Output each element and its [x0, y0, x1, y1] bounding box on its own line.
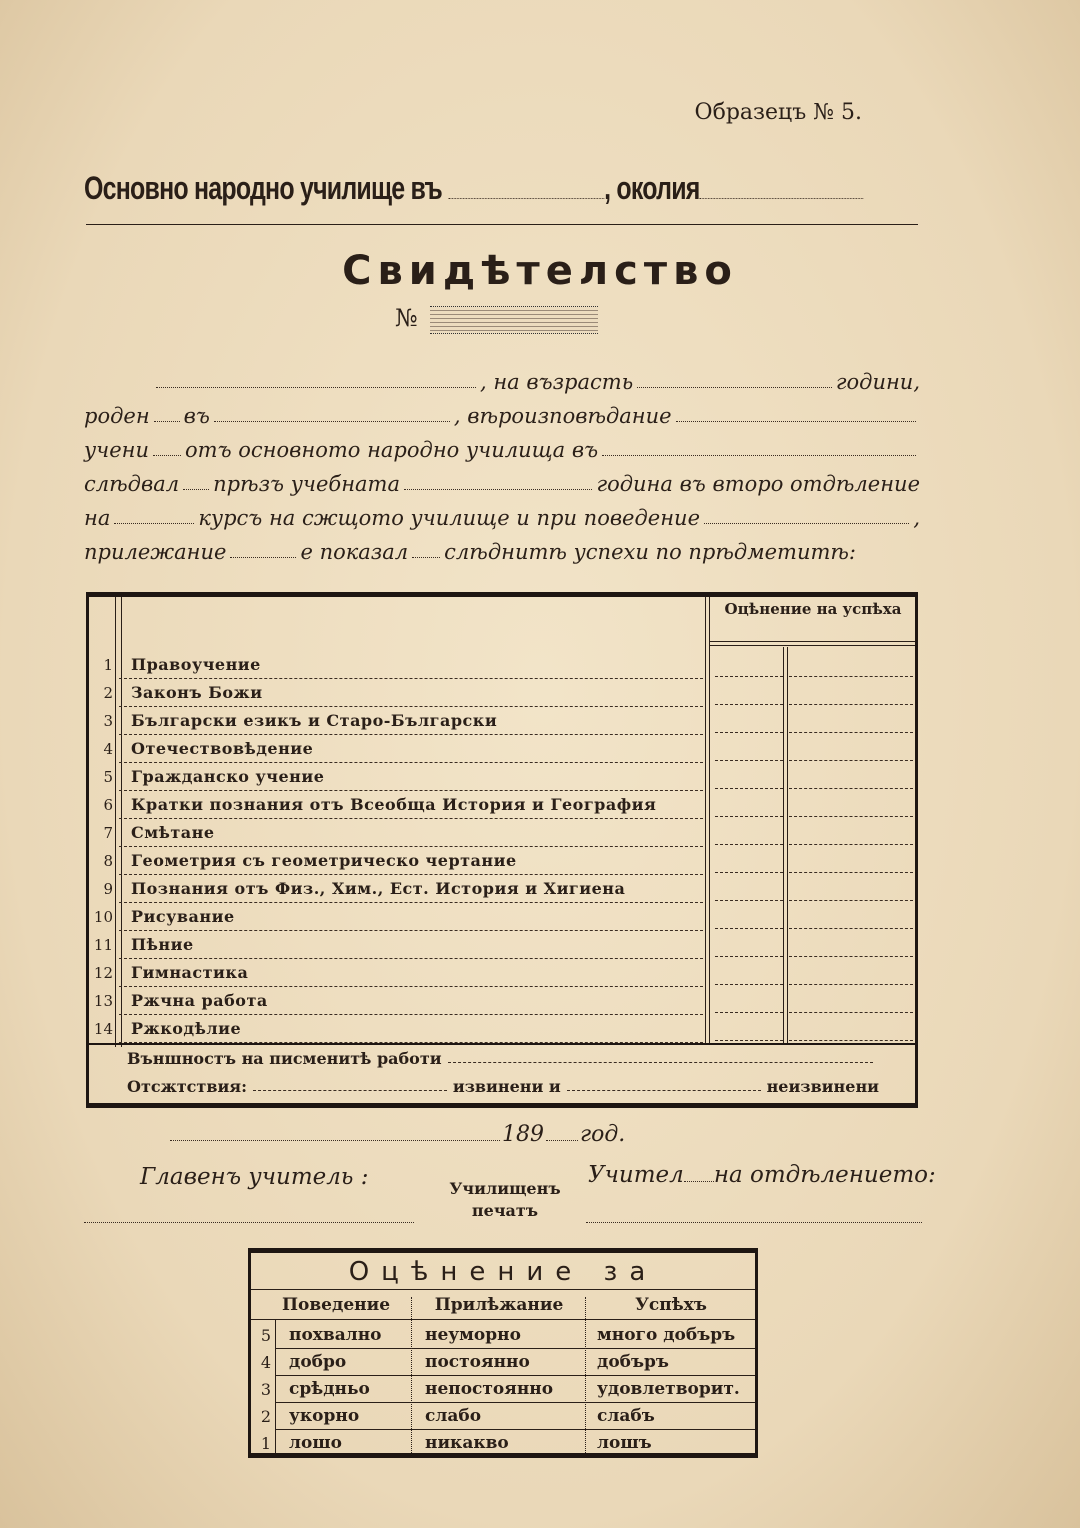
year-label: 189 [502, 1122, 544, 1147]
showed-suffix-field[interactable] [412, 557, 440, 558]
religion-label: , вѣроизповѣдание [453, 404, 672, 428]
grade-cell-1[interactable] [715, 956, 783, 957]
body-line-1 [84, 360, 920, 394]
grade-cell-1[interactable] [715, 788, 783, 789]
year-phrase: година въ второ отдѣление [596, 472, 920, 496]
during-label: прѣзъ учебната [213, 472, 400, 496]
body-line-3 [84, 428, 920, 462]
pupil-label: учени [84, 438, 150, 462]
grading-behavior: похвално [289, 1325, 382, 1345]
body-line-2 [84, 394, 920, 428]
born-suffix-field[interactable] [154, 421, 180, 422]
subject-number: 13 [93, 992, 113, 1010]
subject-name: Български езикъ и Старо-Български [131, 711, 498, 730]
class-teacher-signature[interactable] [586, 1222, 922, 1223]
pupil-suffix-field[interactable] [153, 455, 181, 456]
subjects-table [86, 592, 918, 1108]
subject-number: 11 [93, 936, 113, 954]
subject-number: 8 [103, 852, 113, 870]
grade-cell-2[interactable] [789, 1012, 913, 1013]
subject-row [89, 1015, 915, 1043]
subject-number: 10 [93, 908, 113, 926]
attended-suffix-field[interactable] [183, 489, 209, 490]
date-field[interactable] [170, 1140, 500, 1141]
grading-behavior: добро [289, 1352, 347, 1372]
grading-diligence: непостоянно [425, 1379, 554, 1399]
subject-number: 5 [103, 768, 113, 786]
attended-label: слѣдвал [84, 472, 180, 496]
grading-row [251, 1429, 755, 1457]
school-stamp-label: Училищенъ печатъ [449, 1179, 561, 1220]
grading-row [251, 1375, 755, 1403]
grading-success: много добъръ [597, 1325, 736, 1345]
document-title: Свидѣтелство [342, 248, 738, 294]
subject-number: 9 [103, 880, 113, 898]
subject-number: 7 [103, 824, 113, 842]
grade-cell-2[interactable] [789, 844, 913, 845]
grading-diligence: постоянно [425, 1352, 530, 1372]
subject-row [89, 763, 915, 791]
grade-cell-1[interactable] [715, 816, 783, 817]
grade-cell-1[interactable] [715, 844, 783, 845]
subject-row [89, 735, 915, 763]
grading-score: 1 [260, 1434, 271, 1453]
subject-name: Геометрия съ геометрическо чертание [131, 851, 517, 870]
grading-success: лошъ [597, 1433, 652, 1453]
grade-cell-2[interactable] [789, 1040, 913, 1041]
subject-number: 12 [93, 964, 113, 982]
school-name-field[interactable] [602, 455, 916, 456]
subject-name: Пѣние [131, 935, 194, 954]
religion-field[interactable] [676, 421, 916, 422]
diligence-label: прилежание [84, 540, 227, 564]
grade-cell-1[interactable] [715, 872, 783, 873]
grading-diligence: никакво [425, 1433, 509, 1453]
school-field[interactable] [448, 197, 604, 199]
results-phrase: слѣднитѣ успехи по прѣдметитѣ: [444, 540, 856, 564]
header-rule [86, 224, 918, 225]
excused-label: извинени и [452, 1077, 561, 1096]
date-line [168, 1122, 638, 1147]
subject-name: Законъ Божи [131, 683, 263, 702]
school-heading [84, 170, 863, 207]
years-label: години, [835, 370, 920, 394]
grade-cell-1[interactable] [715, 1040, 783, 1041]
school-label: Основно народно училище въ [84, 170, 442, 206]
grading-success: добъръ [597, 1352, 669, 1372]
subject-name: Кратки познания отъ Всеобща История и География [131, 795, 657, 814]
certificate-number [395, 304, 598, 334]
course-phrase: курсъ на сжщото училище и при поведение [198, 506, 701, 530]
subject-row [89, 819, 915, 847]
col-behavior-header: Поведение [281, 1295, 391, 1315]
grade-cell-1[interactable] [715, 984, 783, 985]
grading-row [251, 1348, 755, 1376]
grading-score: 4 [260, 1353, 271, 1372]
subject-name: Рисувание [131, 907, 235, 926]
grade-cell-1[interactable] [715, 676, 783, 677]
table-footer-rule [89, 1043, 915, 1045]
absences-row [127, 1077, 879, 1096]
neatness-row [127, 1049, 879, 1068]
subject-row [89, 651, 915, 679]
excused-field[interactable] [567, 1090, 761, 1091]
subject-row [89, 791, 915, 819]
diligence-field[interactable] [230, 557, 296, 558]
showed-label: е показал [300, 540, 409, 564]
birthplace-field[interactable] [214, 421, 450, 422]
subject-number: 4 [103, 740, 113, 758]
grading-score: 3 [260, 1380, 271, 1399]
comma: , [913, 506, 920, 530]
head-teacher-label: Главенъ учитель : [140, 1164, 369, 1190]
col-diligence-header: Прилѣжание [434, 1295, 564, 1315]
neatness-field[interactable] [448, 1062, 873, 1063]
body-line-4 [84, 462, 920, 496]
sample-number: Образецъ № 5. [694, 100, 862, 125]
subject-name: Отечествовѣдение [131, 739, 314, 758]
body-line-5 [84, 496, 920, 530]
class-teacher-label [588, 1162, 936, 1188]
subject-name: Ржкодѣлие [131, 1019, 242, 1038]
grade-cell-2[interactable] [789, 788, 913, 789]
subject-row [89, 707, 915, 735]
subject-row [89, 679, 915, 707]
grading-title: Оцѣнение за [348, 1257, 658, 1287]
school-phrase: отъ основното народно училища въ [185, 438, 599, 462]
subject-number: 2 [103, 684, 113, 702]
subject-row [89, 875, 915, 903]
subject-row [89, 959, 915, 987]
col-success-header: Успѣхъ [635, 1295, 707, 1315]
grade-cell-2[interactable] [789, 816, 913, 817]
subject-name: Смѣтане [131, 823, 215, 842]
grade-cell-2[interactable] [789, 676, 913, 677]
grading-diligence: слабо [425, 1406, 482, 1426]
born-label: роден [84, 404, 150, 428]
grade-cell-1[interactable] [715, 928, 783, 929]
absences-total-field[interactable] [253, 1090, 447, 1091]
age-label: , на възрасть [480, 370, 634, 394]
grading-success: слабъ [597, 1406, 655, 1426]
subject-row [89, 987, 915, 1015]
class-teacher-tail: на отдѣлението: [713, 1162, 936, 1188]
grading-row [251, 1321, 755, 1349]
grading-diligence: неуморно [425, 1325, 521, 1345]
year-suffix-field[interactable] [546, 1140, 578, 1141]
district-label: , околия [604, 170, 700, 206]
neatness-label: Външностъ на писменитѣ работи [127, 1049, 442, 1068]
number-field[interactable] [430, 306, 598, 334]
in-label: въ [183, 404, 210, 428]
subject-number: 6 [103, 796, 113, 814]
grade-cell-2[interactable] [789, 900, 913, 901]
grading-score: 5 [260, 1326, 271, 1345]
grade-cell-2[interactable] [789, 984, 913, 985]
grade-cell-2[interactable] [789, 732, 913, 733]
subject-name: Ржчна работа [131, 991, 268, 1010]
grade-header: Оцѣнение на успѣха [724, 600, 902, 618]
course-field[interactable] [114, 523, 194, 524]
subject-name: Гимнастика [131, 963, 249, 982]
subject-number: 1 [103, 656, 113, 674]
grading-behavior: укорно [289, 1406, 360, 1426]
subject-row [89, 847, 915, 875]
grading-header-rule [251, 1319, 755, 1320]
age-field[interactable] [637, 387, 832, 388]
grade-cell-2[interactable] [789, 760, 913, 761]
grade-cell-1[interactable] [715, 732, 783, 733]
body-line-6 [84, 530, 920, 564]
grade-cell-2[interactable] [789, 872, 913, 873]
grading-score: 2 [260, 1407, 271, 1426]
grade-header-rule-2 [709, 645, 915, 646]
grade-cell-1[interactable] [715, 900, 783, 901]
subject-number: 3 [103, 712, 113, 730]
grading-row [251, 1402, 755, 1430]
grading-success: удовлетворит. [597, 1379, 740, 1399]
absences-label: Отсжтствия: [127, 1077, 248, 1096]
grade-header-rule [709, 641, 915, 642]
subject-name: Гражданско учение [131, 767, 325, 786]
unexcused-label: неизвинени [766, 1077, 880, 1096]
head-teacher-signature[interactable] [84, 1222, 414, 1223]
school-year-field[interactable] [404, 489, 592, 490]
subject-row [89, 903, 915, 931]
on-label: на [84, 506, 111, 530]
grade-cell-2[interactable] [789, 956, 913, 957]
grade-cell-2[interactable] [789, 704, 913, 705]
grade-cell-1[interactable] [715, 760, 783, 761]
grade-cell-2[interactable] [789, 928, 913, 929]
subject-name: Познания отъ Физ., Хим., Ест. История и Хигиена [131, 879, 626, 898]
god-label: год. [580, 1122, 626, 1147]
grading-behavior: лошо [289, 1433, 342, 1453]
subject-row [89, 931, 915, 959]
grading-legend-table [248, 1248, 758, 1458]
grading-behavior: срѣдньо [289, 1379, 370, 1399]
class-teacher-word: Учител [588, 1162, 684, 1188]
certificate-body [84, 360, 920, 580]
subject-number: 14 [93, 1020, 113, 1038]
district-field[interactable] [700, 197, 864, 199]
behavior-field[interactable] [704, 523, 909, 524]
grade-cell-1[interactable] [715, 1012, 783, 1013]
name-field[interactable] [156, 387, 476, 388]
class-teacher-suffix-field[interactable] [684, 1180, 714, 1182]
number-label: № [395, 304, 418, 332]
grading-title-rule [251, 1289, 755, 1290]
grade-cell-1[interactable] [715, 704, 783, 705]
subject-name: Правоучение [131, 655, 261, 674]
